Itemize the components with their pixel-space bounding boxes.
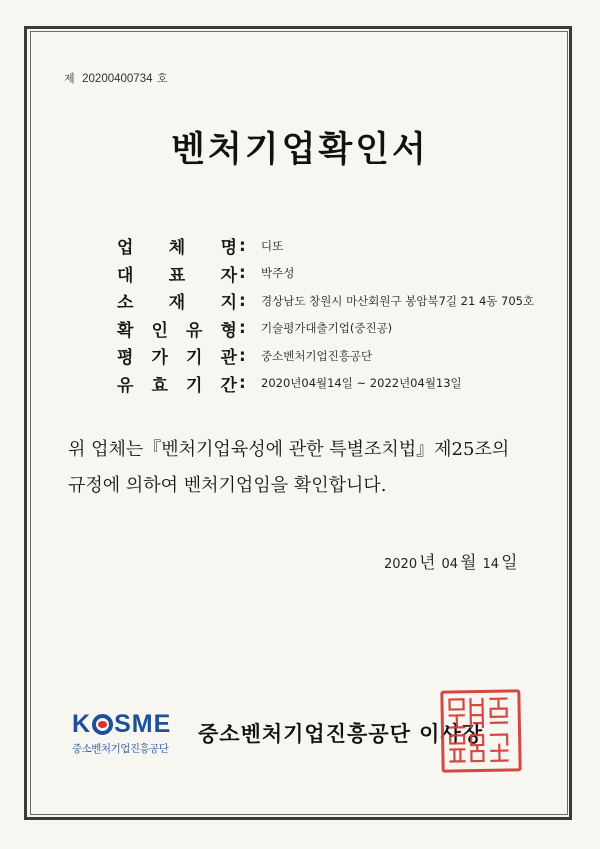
info-value: 박주성 xyxy=(261,266,295,281)
info-row xyxy=(117,287,534,315)
info-value: 경상남도 창원시 마산회원구 봉암북7길 21 4동 705호 xyxy=(261,293,535,308)
info-row xyxy=(117,315,534,343)
cert-no-prefix: 제 xyxy=(64,72,75,85)
info-label: 대 표 자 xyxy=(117,265,237,286)
info-label: 소 재 지 xyxy=(117,293,237,314)
date-month-unit: 월 xyxy=(460,553,477,573)
certificate-number xyxy=(64,70,168,86)
info-value: 디또 xyxy=(261,238,284,253)
date-day-unit: 일 xyxy=(501,553,518,573)
confirmation-line-2: 규정에 의하여 벤처기업임을 확인합니다. xyxy=(68,475,387,496)
date-year: 2020 xyxy=(384,557,418,572)
info-label: 업 체 명 xyxy=(117,238,237,259)
cert-no-suffix: 호 xyxy=(157,72,168,85)
info-label: 확 인 유 형 xyxy=(117,320,237,341)
info-table xyxy=(117,232,534,397)
info-colon: : xyxy=(239,263,246,284)
official-seal xyxy=(440,689,521,772)
kosme-subtitle: 중소벤처기업진흥공단 xyxy=(72,743,169,755)
date-year-unit: 년 xyxy=(419,553,436,573)
cert-no-value: 20200400734 xyxy=(82,73,153,85)
info-label: 유 효 기 간 xyxy=(117,375,237,396)
info-row xyxy=(117,342,534,370)
issue-date xyxy=(384,548,524,573)
info-colon: : xyxy=(239,235,246,256)
confirmation-text xyxy=(68,432,548,504)
info-colon: : xyxy=(239,290,246,311)
info-value: 2020년04월14일 ~ 2022년04월13일 xyxy=(261,376,462,391)
info-row xyxy=(117,232,534,260)
info-value: 중소벤처기업진흥공단 xyxy=(261,348,373,363)
info-colon: : xyxy=(239,373,246,394)
info-label: 평 가 기 관 xyxy=(117,348,237,369)
confirmation-line-1: 위 업체는『벤처기업육성에 관한 특별조치법』제25조의 xyxy=(68,439,510,460)
date-day: 14 xyxy=(482,557,500,572)
kosme-wordmark: K S M E xyxy=(72,710,172,738)
document-title: 벤처기업확인서 xyxy=(171,129,429,170)
date-month: 04 xyxy=(441,557,459,572)
info-colon: : xyxy=(239,345,246,366)
info-colon: : xyxy=(239,318,246,339)
kosme-logo xyxy=(72,710,171,756)
info-row xyxy=(117,260,534,288)
info-row xyxy=(117,370,534,398)
info-value: 기술평가대출기업(중진공) xyxy=(261,321,393,336)
seal-glyphs xyxy=(443,692,518,769)
issuer-name: 중소벤처기업진흥공단 이사장 xyxy=(198,721,484,746)
